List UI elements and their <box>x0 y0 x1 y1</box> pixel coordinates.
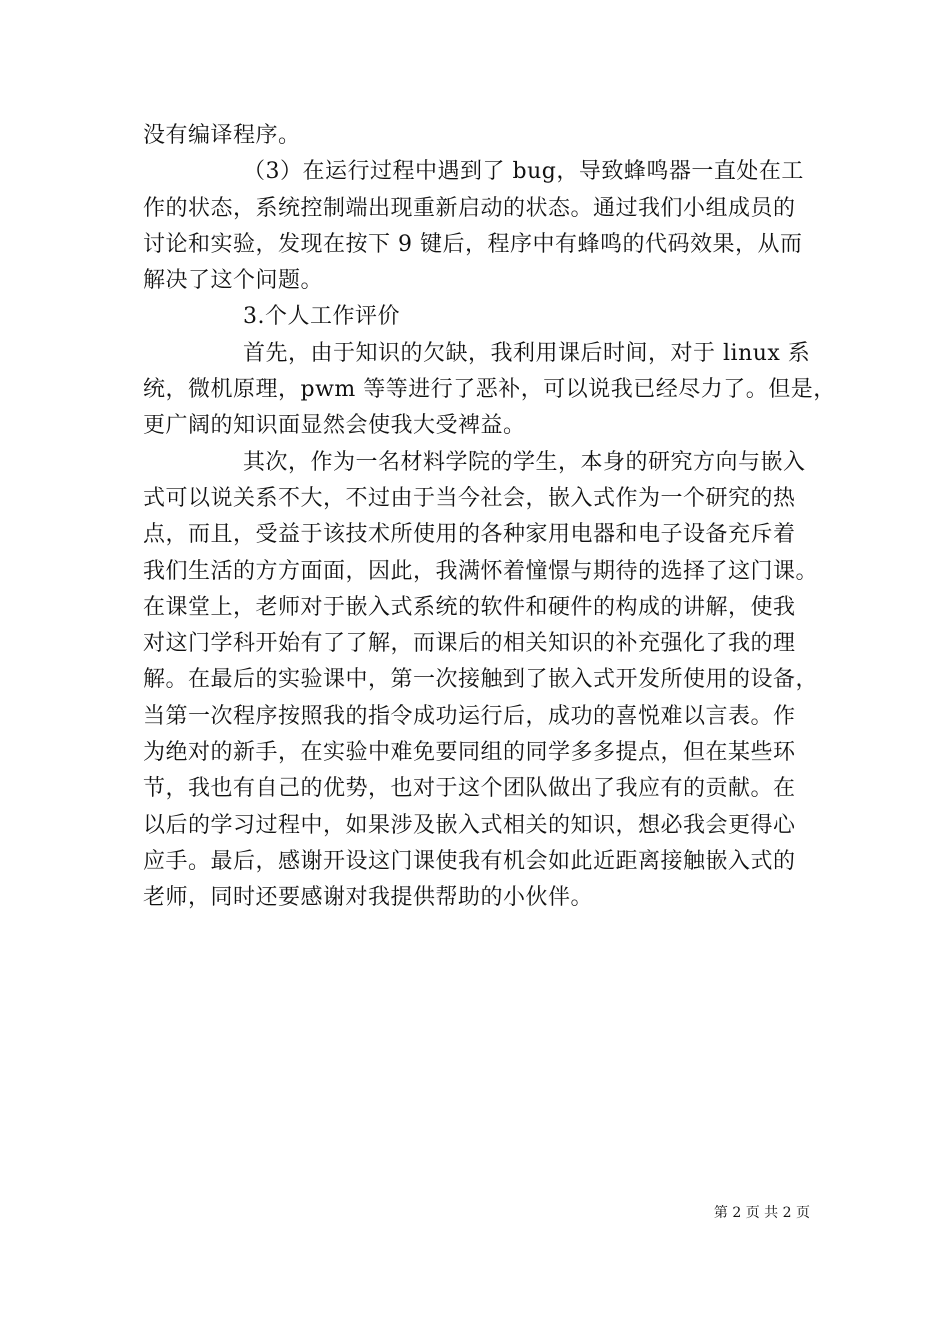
text-line: 作的状态，系统控制端出现重新启动的状态。通过我们小组成员的 <box>143 195 796 221</box>
text-line: 应手。最后，感谢开设这门课使我有机会如此近距离接触嵌入式的 <box>143 848 796 874</box>
text-line: 在课堂上，老师对于嵌入式系统的软件和硬件的构成的讲解，使我 <box>143 594 796 620</box>
text-line: 解决了这个问题。 <box>143 268 324 294</box>
text-line: 式可以说关系不大，不过由于当今社会，嵌入式作为一个研究的热 <box>143 485 796 511</box>
text-line: 节，我也有自己的优势，也对于这个团队做出了我应有的贡献。在 <box>143 776 796 802</box>
text-line: 对这门学科开始有了了解，而课后的相关知识的补充强化了我的理 <box>143 631 796 657</box>
text-line: （3）在运行过程中遇到了 bug，导致蜂鸣器一直处在工 <box>243 159 804 185</box>
text-line: 点，而且，受益于该技术所使用的各种家用电器和电子设备充斥着 <box>143 522 796 548</box>
section-heading: 3.个人工作评价 <box>243 304 400 330</box>
text-line: 为绝对的新手，在实验中难免要同组的同学多多提点，但在某些环 <box>143 740 796 766</box>
body-text <box>143 118 836 917</box>
text-line: 以后的学习过程中，如果涉及嵌入式相关的知识，想必我会更得心 <box>143 812 796 838</box>
text-line: 统，微机原理，pwm 等等进行了恶补，可以说我已经尽力了。但是， <box>143 377 836 403</box>
text-line: 老师，同时还要感谢对我提供帮助的小伙伴。 <box>143 885 594 911</box>
text-line: 首先，由于知识的欠缺，我利用课后时间，对于 linux 系 <box>243 340 811 366</box>
text-line: 没有编译程序。 <box>143 123 301 148</box>
text-line: 当第一次程序按照我的指令成功运行后，成功的喜悦难以言表。作 <box>143 703 796 729</box>
text-line: 解。在最后的实验课中，第一次接触到了嵌入式开发所使用的设备， <box>143 667 819 693</box>
text-line: 讨论和实验，发现在按下 9 键后，程序中有蜂鸣的代码效果，从而 <box>143 231 803 257</box>
text-line: 我们生活的方方面面，因此，我满怀着憧憬与期待的选择了这门课。 <box>143 558 819 584</box>
text-line: 其次，作为一名材料学院的学生，本身的研究方向与嵌入 <box>243 449 806 475</box>
text-line: 更广阔的知识面显然会使我大受裨益。 <box>143 413 526 439</box>
page-number-footer: 第 2 页 共 2 页 <box>713 1205 810 1221</box>
